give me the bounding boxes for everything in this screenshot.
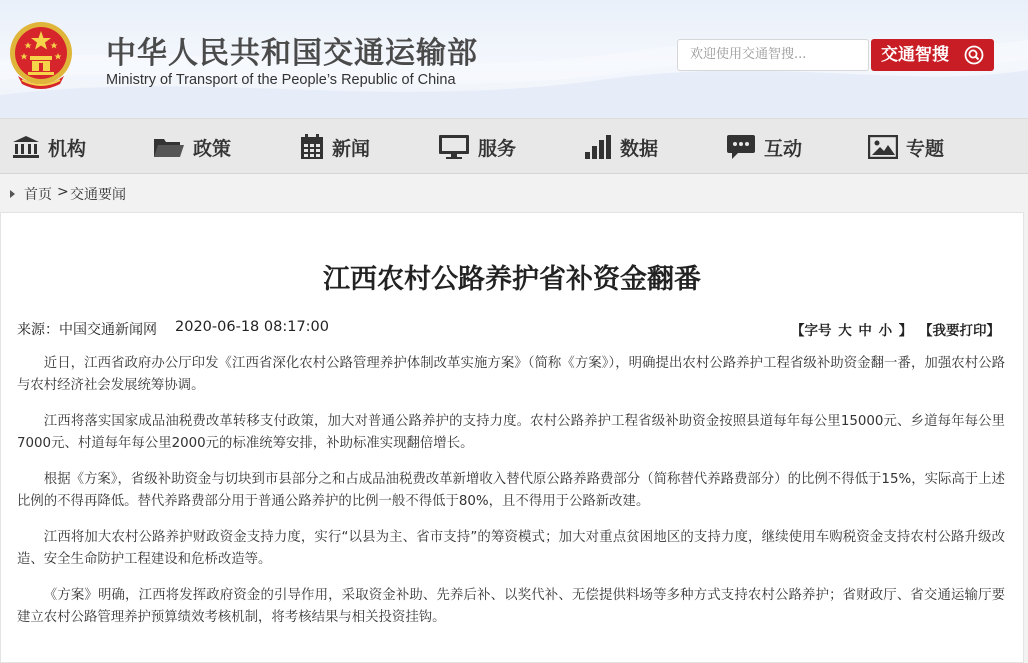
nav-item-topics[interactable] (868, 119, 944, 175)
breadcrumb-arrow-icon (10, 190, 15, 198)
article-tools (790, 319, 1001, 339)
font-size-close: 】 (898, 323, 913, 339)
print-button[interactable]: 【我要打印】 (919, 323, 1000, 339)
nav-item-interaction[interactable] (726, 119, 802, 175)
article-paragraph: 根据《方案》，省级补助资金与切块到市县部分之和占成品油税费改革新增收入替代原公路养路费部分（简称替代养路费部分）的比例不得低于15%，实际高于上述比例的不得再降低。替代养路费部分用于普通公路养护的比例一般不得低于80%，且不得用于公路新改建。 (17, 472, 1005, 509)
main-nav (0, 118, 1028, 174)
font-large-button[interactable]: 大 (838, 323, 852, 339)
picture-icon (868, 135, 898, 159)
article-paragraph: 《方案》明确，江西将发挥政府资金的引导作用，采取资金补助、先养后补、以奖代补、无偿提供料场等多种方式支持农村公路养护；省财政厅、省交通运输厅要建立农村公路管理养护预算绩效考核机制，将考核结果与相关投资挂钩。 (17, 588, 1005, 625)
site-title-cn[interactable]: 中华人民共和国交通运输部 (106, 36, 478, 71)
breadcrumb-separator: > (57, 184, 69, 200)
nav-item-services[interactable] (438, 119, 516, 175)
national-emblem-icon (8, 20, 74, 90)
nav-item-label: 数据 (620, 137, 659, 160)
building-icon (12, 135, 40, 159)
article-panel (0, 212, 1024, 663)
site-header (0, 0, 1028, 118)
breadcrumb-home-link[interactable]: 首页 (24, 187, 52, 203)
bar-chart-icon (584, 134, 612, 160)
source-label: 来源： (17, 322, 59, 338)
article-paragraph: 江西将加大农村公路养护财政资金支持力度，实行“以县为主、省市支持”的筹资模式；加大对重点贫困地区的支持力度，继续使用车购税资金支持农村公路升级改造、安全生命防护工程建设和危桥改造等。 (17, 530, 1005, 567)
nav-item-label: 互动 (764, 137, 803, 160)
font-small-button[interactable]: 小 (878, 323, 893, 339)
nav-item-policy[interactable] (153, 119, 231, 175)
nav-item-label: 新闻 (332, 137, 371, 160)
chat-bubble-icon (726, 134, 756, 160)
nav-item-label: 专题 (906, 137, 945, 160)
nav-item-label: 政策 (193, 137, 232, 160)
calendar-icon (300, 134, 324, 160)
source-name: 中国交通新闻网 (59, 322, 157, 338)
nav-item-data[interactable] (584, 119, 658, 175)
site-title-en[interactable]: Ministry of Transport of the People’s Republic of China (106, 72, 456, 88)
font-size-label: 【字号 (790, 323, 832, 339)
nav-item-label: 服务 (478, 137, 517, 160)
monitor-icon (438, 134, 470, 160)
publish-date: 2020-06-18 08:17:00 (175, 319, 329, 335)
article-meta (17, 319, 329, 339)
folder-icon (153, 135, 185, 159)
search-icon (964, 45, 984, 65)
article-title: 江西农村公路养护省补资金翻番 (323, 264, 701, 295)
nav-item-news[interactable] (300, 119, 370, 175)
nav-item-label: 机构 (48, 137, 87, 160)
search-button-label: 交通智搜 (881, 45, 949, 65)
search-button[interactable] (871, 39, 994, 71)
font-medium-button[interactable]: 中 (858, 323, 872, 339)
article-paragraph: 近日，江西省政府办公厅印发《江西省深化农村公路管理养护体制改革实施方案》（简称《方案》），明确提出农村公路养护工程省级补助资金翻一番，加强农村公路与农村经济社会发展统筹协调。 (17, 356, 1005, 393)
article-body (17, 353, 1005, 643)
breadcrumb-current-link[interactable]: 交通要闻 (70, 187, 126, 203)
nav-item-institutions[interactable] (12, 119, 86, 175)
article-paragraph: 江西将落实国家成品油税费改革转移支付政策，加大对普通公路养护的支持力度。农村公路养护工程省级补助资金按照县道每年每公里15000元、乡道每年每公里7000元、村道每年每公里2000元的标准统筹安排，补助标准实现翻倍增长。 (17, 414, 1005, 451)
breadcrumb (0, 175, 1028, 212)
search-input[interactable]: 欢迎使用交通智搜... (677, 39, 869, 71)
